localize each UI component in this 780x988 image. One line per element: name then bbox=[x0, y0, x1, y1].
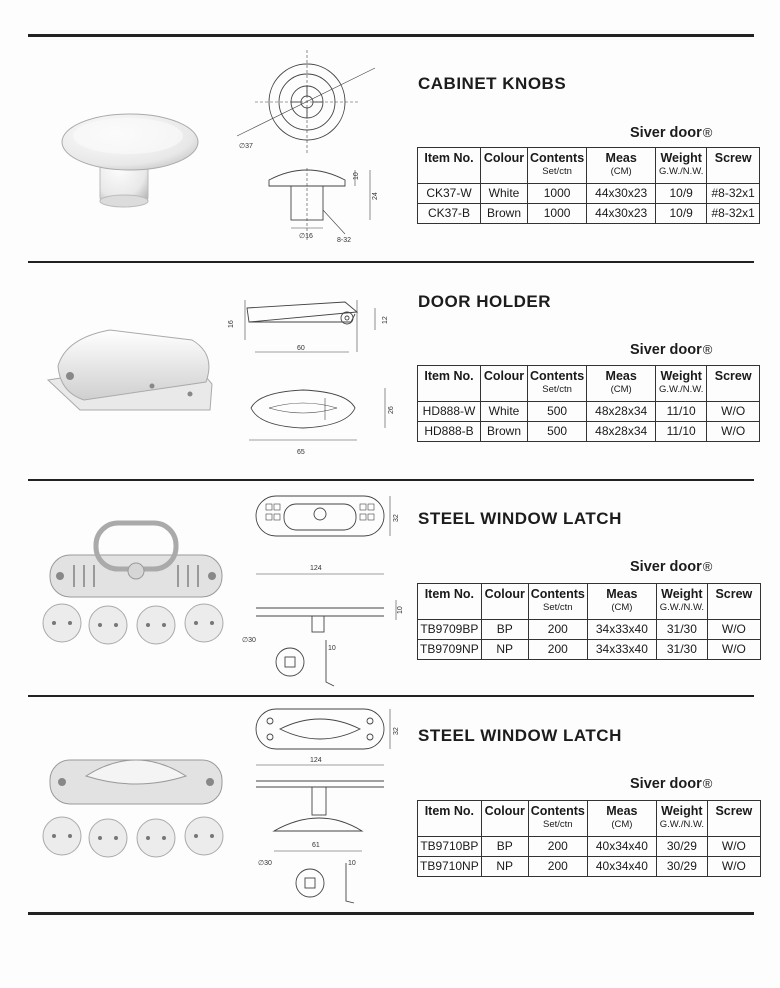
col-contents: Contents Set/ctn bbox=[528, 148, 587, 184]
col-screw: Screw bbox=[707, 148, 760, 184]
spec-table bbox=[417, 800, 761, 877]
col-item-no: Item No. bbox=[418, 801, 482, 837]
col-contents: Contents Set/ctn bbox=[528, 366, 587, 402]
col-contents: Contents Set/ctn bbox=[528, 801, 587, 837]
col-meas: Meas (CM) bbox=[587, 366, 656, 402]
cabinet-knob-photo bbox=[58, 100, 218, 215]
dim-label: ∅16 bbox=[299, 233, 313, 240]
table-row: HD888-B Brown 500 48x28x34 11/10 W/O bbox=[418, 422, 760, 442]
door-holder-drawing bbox=[225, 280, 405, 470]
brand-name: Siver door® bbox=[630, 342, 713, 358]
section-divider bbox=[28, 695, 754, 697]
section-divider bbox=[28, 261, 754, 263]
brand-name: Siver door® bbox=[630, 559, 713, 575]
dim-label: 16 bbox=[228, 320, 235, 328]
window-latch-photo bbox=[40, 748, 230, 868]
col-screw: Screw bbox=[707, 584, 760, 620]
dim-label: 10 bbox=[353, 172, 360, 180]
spec-table bbox=[417, 365, 760, 442]
col-screw: Screw bbox=[707, 366, 760, 402]
col-meas: Meas (CM) bbox=[587, 148, 656, 184]
dim-label: ∅37 bbox=[239, 143, 253, 150]
table-row: CK37-W White 1000 44x30x23 10/9 #8-32x1 bbox=[418, 184, 760, 204]
dim-label: 10 bbox=[348, 860, 356, 867]
dim-label: 8-32 bbox=[337, 237, 352, 244]
dim-label: 32 bbox=[393, 727, 400, 735]
col-meas: Meas (CM) bbox=[587, 584, 656, 620]
col-weight: Weight G.W./N.W. bbox=[656, 148, 707, 184]
dim-label: 65 bbox=[297, 449, 305, 456]
dim-label: 60 bbox=[297, 345, 305, 352]
col-colour: Colour bbox=[481, 584, 528, 620]
col-weight: Weight G.W./N.W. bbox=[656, 801, 707, 837]
dim-label: 61 bbox=[312, 842, 320, 849]
section-title: STEEL WINDOW LATCH bbox=[418, 509, 622, 528]
col-meas: Meas (CM) bbox=[587, 801, 656, 837]
cabinet-knob-drawing bbox=[225, 50, 395, 250]
col-screw: Screw bbox=[707, 801, 760, 837]
window-latch-drawing bbox=[230, 490, 410, 690]
table-row: TB9709NP NP 200 34x33x40 31/30 W/O bbox=[418, 640, 761, 660]
dim-label: 12 bbox=[382, 316, 389, 324]
table-row: TB9710NP NP 200 40x34x40 30/29 W/O bbox=[418, 857, 761, 877]
dim-label: 124 bbox=[310, 757, 322, 764]
section-divider bbox=[28, 479, 754, 481]
brand-name: Siver door® bbox=[630, 125, 713, 141]
table-row: TB9709BP BP 200 34x33x40 31/30 W/O bbox=[418, 620, 761, 640]
dim-label: ∅30 bbox=[258, 860, 272, 867]
brand-name: Siver door® bbox=[630, 776, 713, 792]
col-item-no: Item No. bbox=[418, 148, 481, 184]
section-title: STEEL WINDOW LATCH bbox=[418, 726, 622, 745]
table-row: CK37-B Brown 1000 44x30x23 10/9 #8-32x1 bbox=[418, 204, 760, 224]
window-latch-photo bbox=[40, 515, 230, 665]
dim-label: 26 bbox=[388, 406, 395, 414]
dim-label: 124 bbox=[310, 565, 322, 572]
col-weight: Weight G.W./N.W. bbox=[656, 584, 707, 620]
spec-table bbox=[417, 583, 761, 660]
col-colour: Colour bbox=[481, 801, 528, 837]
dim-label: 32 bbox=[393, 514, 400, 522]
top-rule bbox=[28, 34, 754, 37]
col-item-no: Item No. bbox=[418, 366, 481, 402]
section-title: DOOR HOLDER bbox=[418, 292, 551, 311]
col-contents: Contents Set/ctn bbox=[528, 584, 587, 620]
table-row: TB9710BP BP 200 40x34x40 30/29 W/O bbox=[418, 837, 761, 857]
dim-label: 10 bbox=[397, 606, 404, 614]
spec-table bbox=[417, 147, 760, 224]
col-colour: Colour bbox=[481, 148, 528, 184]
col-weight: Weight G.W./N.W. bbox=[656, 366, 707, 402]
bottom-rule bbox=[28, 912, 754, 915]
dim-label: 10 bbox=[328, 645, 336, 652]
dim-label: ∅30 bbox=[242, 637, 256, 644]
window-latch-drawing bbox=[230, 705, 410, 905]
section-title: CABINET KNOBS bbox=[418, 74, 567, 93]
table-row: HD888-W White 500 48x28x34 11/10 W/O bbox=[418, 402, 760, 422]
col-colour: Colour bbox=[481, 366, 528, 402]
col-item-no: Item No. bbox=[418, 584, 482, 620]
door-holder-photo bbox=[40, 318, 220, 428]
dim-label: 24 bbox=[372, 192, 379, 200]
